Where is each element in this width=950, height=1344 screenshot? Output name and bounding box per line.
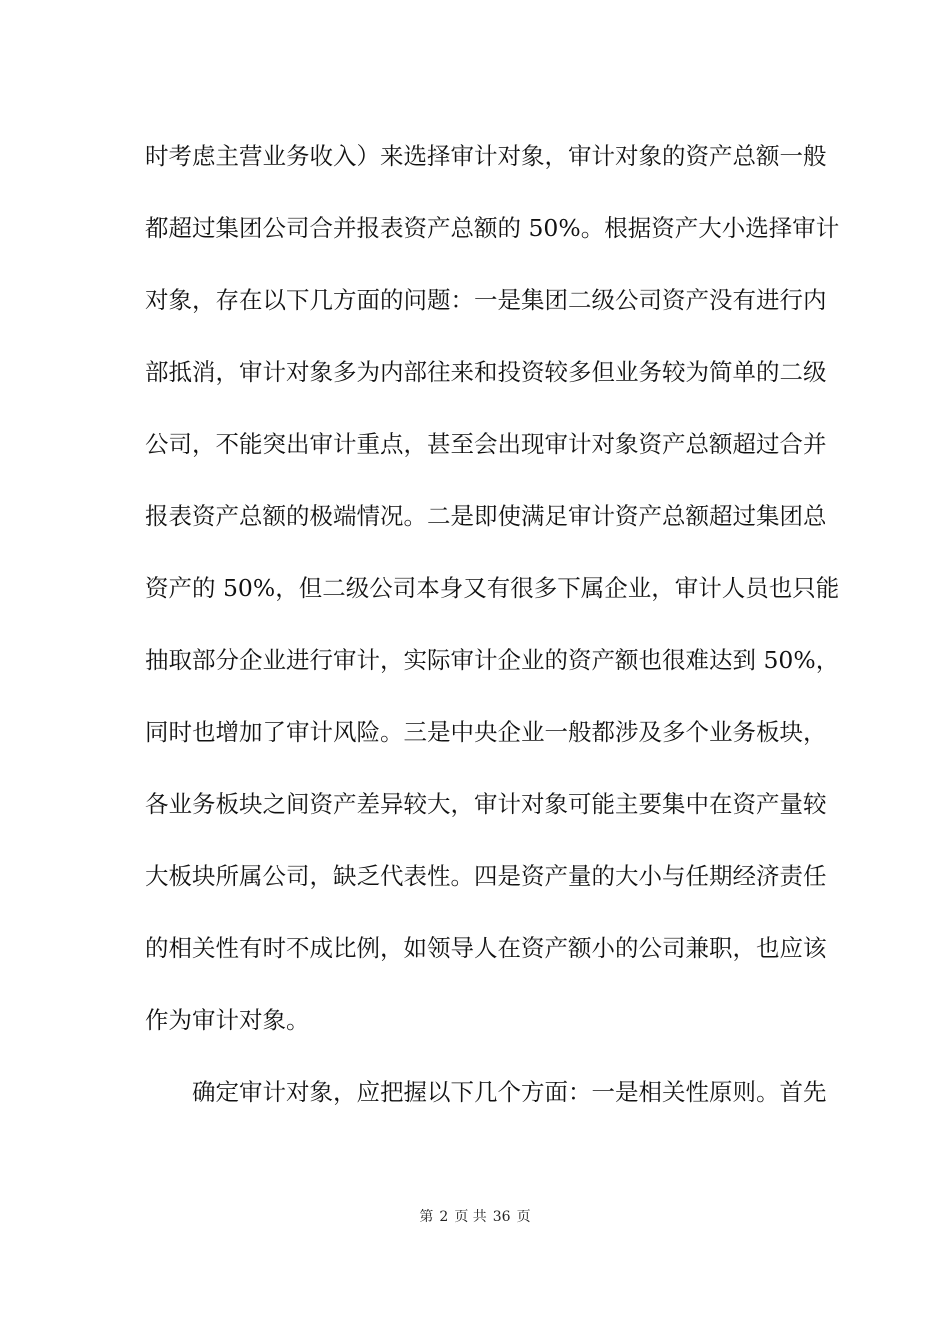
paragraph-line: 的相关性有时不成比例，如领导人在资产额小的公司兼职，也应该	[145, 934, 827, 962]
paragraph-line: 都超过集团公司合并报表资产总额的 50%。根据资产大小选择审计	[145, 214, 840, 242]
paragraph-line: 时考虑主营业务收入）来选择审计对象，审计对象的资产总额一般	[145, 142, 827, 170]
paragraph-line: 作为审计对象。	[145, 1006, 310, 1034]
paragraph-line: 大板块所属公司，缺乏代表性。四是资产量的大小与任期经济责任	[145, 862, 827, 890]
paragraph-line: 确定审计对象，应把握以下几个方面：一是相关性原则。首先	[192, 1078, 827, 1106]
paragraph-line: 资产的 50%，但二级公司本身又有很多下属企业，审计人员也只能	[145, 574, 840, 602]
page-footer	[0, 1207, 950, 1227]
footer-prefix: 第	[419, 1209, 434, 1225]
paragraph-line: 抽取部分企业进行审计，实际审计企业的资产额也很难达到 50%，	[145, 646, 840, 674]
paragraph-line: 公司，不能突出审计重点，甚至会出现审计对象资产总额超过合并	[145, 430, 827, 458]
paragraph-line: 报表资产总额的极端情况。二是即使满足审计资产总额超过集团总	[145, 502, 827, 530]
footer-total-pages: 36	[492, 1209, 511, 1225]
footer-page-number: 2	[439, 1209, 449, 1225]
paragraph-line: 同时也增加了审计风险。三是中央企业一般都涉及多个业务板块，	[145, 718, 827, 746]
footer-middle: 页 共	[454, 1209, 487, 1225]
paragraph-line: 部抵消，审计对象多为内部往来和投资较多但业务较为简单的二级	[145, 358, 827, 386]
paragraph-line: 对象，存在以下几方面的问题：一是集团二级公司资产没有进行内	[145, 286, 827, 314]
footer-suffix: 页	[516, 1209, 531, 1225]
paragraph-line: 各业务板块之间资产差异较大，审计对象可能主要集中在资产量较	[145, 790, 827, 818]
